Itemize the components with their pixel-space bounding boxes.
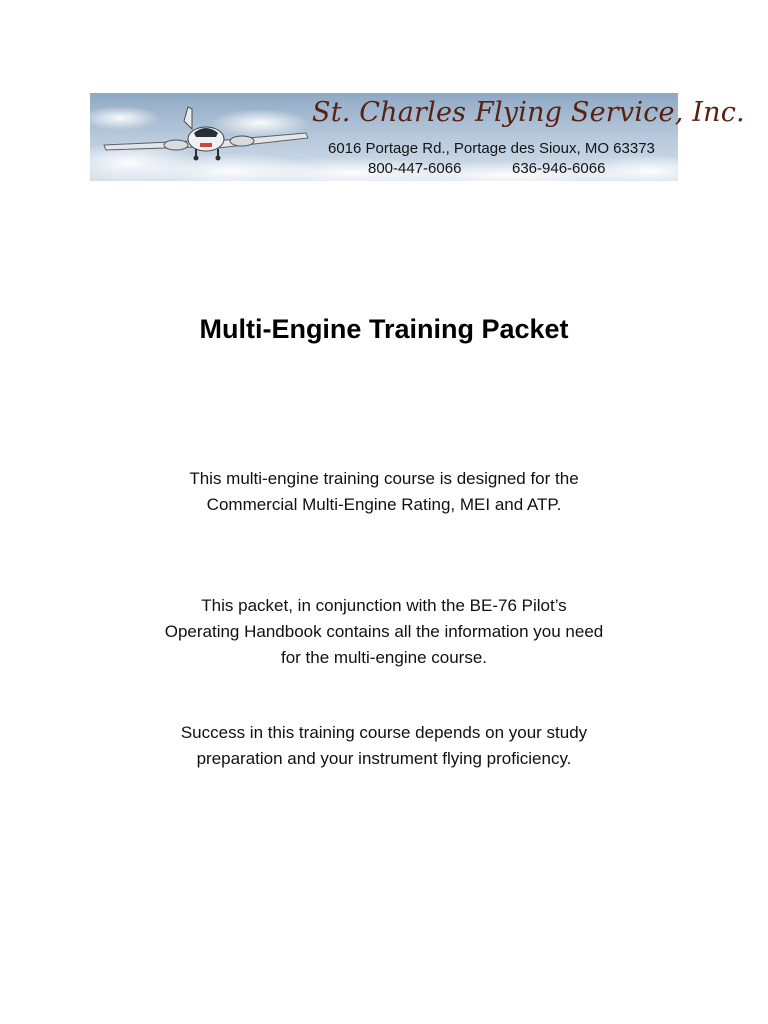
- header-banner: [90, 93, 745, 181]
- company-phone-1: 800-447-6066: [368, 160, 462, 177]
- paragraph-success-requirements: Success in this training course depends on your study preparation and your instrument flying proficiency.: [180, 723, 588, 768]
- company-address: 6016 Portage Rd., Portage des Sioux, MO 63373: [328, 140, 655, 157]
- company-name: St. Charles Flying Service, Inc.: [312, 97, 745, 128]
- paragraph-course-intro: This multi-engine training course is designed for the Commercial Multi-Engine Rating, MEI and ATP.: [189, 469, 579, 514]
- company-phone-2: 636-946-6066: [512, 160, 606, 177]
- paragraph-packet-contents: This packet, in conjunction with the BE-76 Pilot’s Operating Handbook contains all the information you need for the multi-engine course.: [164, 596, 604, 667]
- document-title: Multi-Engine Training Packet: [199, 314, 569, 344]
- airplane-icon: [96, 103, 316, 173]
